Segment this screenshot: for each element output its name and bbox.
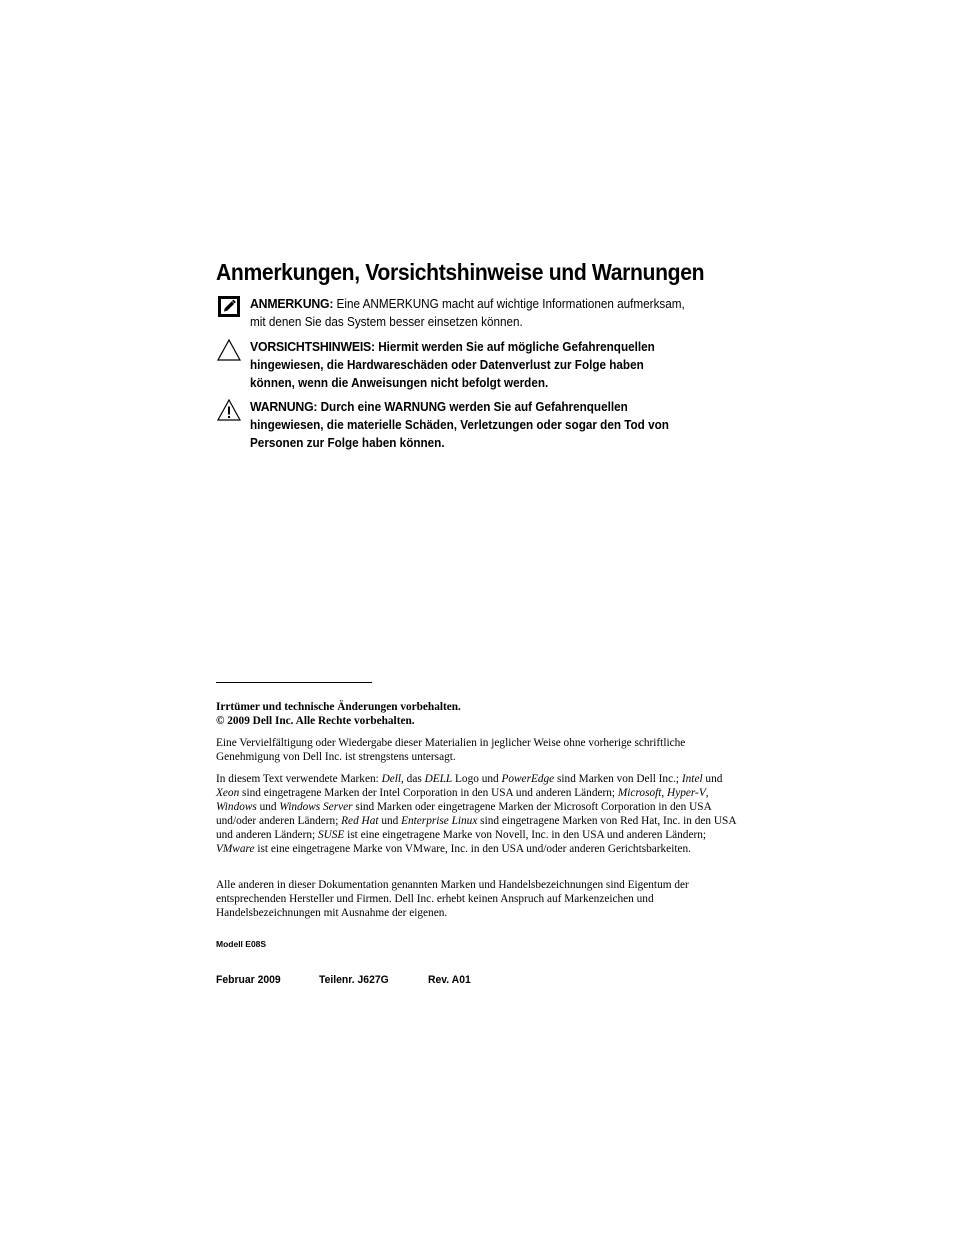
warning-label: WARNUNG: — [250, 399, 318, 414]
trademark-run: ist eine eingetragene Marke von Novell, Inc. in den USA und anderen Ländern; — [344, 829, 707, 841]
trademark-notice — [216, 772, 736, 856]
trademark-run: und — [702, 773, 723, 785]
trademark-name: Hyper-V — [667, 787, 706, 799]
page-title: Anmerkungen, Vorsichtshinweise und Warnungen — [216, 259, 705, 285]
other-marks-text: Alle anderen in dieser Dokumentation genannten Marken und Handelsbezeichnungen sind Eigentum der entsprechenden Hersteller und Firmen. Dell Inc. erhebt keinen Anspruch auf Markenzeichen und Handelsbezeichnungen mit Ausnahme der eigenen. — [216, 879, 689, 919]
trademark-run: sind Marken von Dell Inc.; — [554, 773, 682, 785]
trademark-run: , — [705, 787, 709, 799]
trademark-name: Windows Server — [279, 801, 353, 813]
caution-triangle-icon — [216, 338, 242, 362]
footnote-divider — [216, 682, 372, 683]
trademark-name: PowerEdge — [501, 773, 555, 785]
note-body: Eine ANMERKUNG macht auf wichtige Informationen aufmerksam, mit denen Sie das System besser einsetzen können. — [250, 297, 685, 329]
trademark-name: DELL — [424, 773, 453, 785]
warning-exclamation-icon — [216, 398, 242, 422]
trademark-run: und — [378, 815, 402, 827]
caution-label: VORSICHTSHINWEIS: — [250, 339, 375, 354]
other-marks-notice — [216, 878, 736, 920]
pencil-note-icon — [216, 295, 242, 319]
reproduction-text: Eine Vervielfältigung oder Wiedergabe dieser Materialien in jeglicher Weise ohne vorherige schriftliche Genehmigung von Dell Inc. ist strengstens untersagt. — [216, 737, 686, 763]
trademark-run: sind eingetragene Marken von Red Hat, Inc. in den USA und anderen Ländern; — [216, 815, 736, 841]
trademark-run: Logo und — [452, 773, 502, 785]
trademark-name: Dell — [381, 773, 402, 785]
trademark-name: Intel — [681, 773, 703, 785]
reproduction-notice — [216, 736, 736, 764]
revision: Rev. A01 — [428, 974, 471, 986]
trademark-name: Windows — [216, 801, 257, 813]
note-text — [250, 295, 687, 331]
copyright-line: © 2009 Dell Inc. Alle Rechte vorbehalten. — [216, 715, 415, 727]
trademark-name: Red Hat — [341, 815, 379, 827]
trademark-text — [216, 772, 736, 856]
trademark-run: sind Marken oder eingetragene Marken der Microsoft Corporation in den USA und/oder anderen Ländern; — [216, 801, 712, 827]
trademark-run: , — [661, 787, 668, 799]
part-number: Teilenr. J627G — [319, 974, 389, 986]
trademark-run: , das — [401, 773, 425, 785]
trademark-run: und — [256, 801, 280, 813]
legal-notice — [216, 700, 736, 728]
trademark-name: SUSE — [317, 829, 345, 841]
warning-text — [250, 398, 687, 452]
publication-date: Februar 2009 — [216, 974, 281, 986]
trademark-run: In diesem Text verwendete Marken: — [216, 773, 382, 785]
trademark-name: Enterprise Linux — [401, 815, 478, 827]
model-number: Modell E08S — [216, 939, 267, 949]
trademark-run: sind eingetragene Marken der Intel Corporation in den USA und anderen Ländern; — [239, 787, 618, 799]
note-label: ANMERKUNG: — [250, 296, 334, 311]
errata-line: Irrtümer und technische Änderungen vorbehalten. — [216, 701, 461, 713]
caution-body: Hiermit werden Sie auf mögliche Gefahrenquellen hingewiesen, die Hardwareschäden oder Datenverlust zur Folge haben können, wenn die Anweisungen nicht befolgt werden. — [250, 340, 655, 390]
trademark-name: VMware — [216, 843, 255, 855]
trademark-name: Xeon — [216, 787, 240, 799]
caution-text — [250, 338, 687, 392]
trademark-run: ist eine eingetragene Marke von VMware, Inc. in den USA und/oder anderen Gerichtsbarkeiten. — [254, 843, 691, 855]
trademark-name: Microsoft — [617, 787, 662, 799]
warning-body: Durch eine WARNUNG werden Sie auf Gefahrenquellen hingewiesen, die materielle Schäden, Verletzungen oder sogar den Tod von Personen zur Folge haben können. — [250, 400, 669, 450]
